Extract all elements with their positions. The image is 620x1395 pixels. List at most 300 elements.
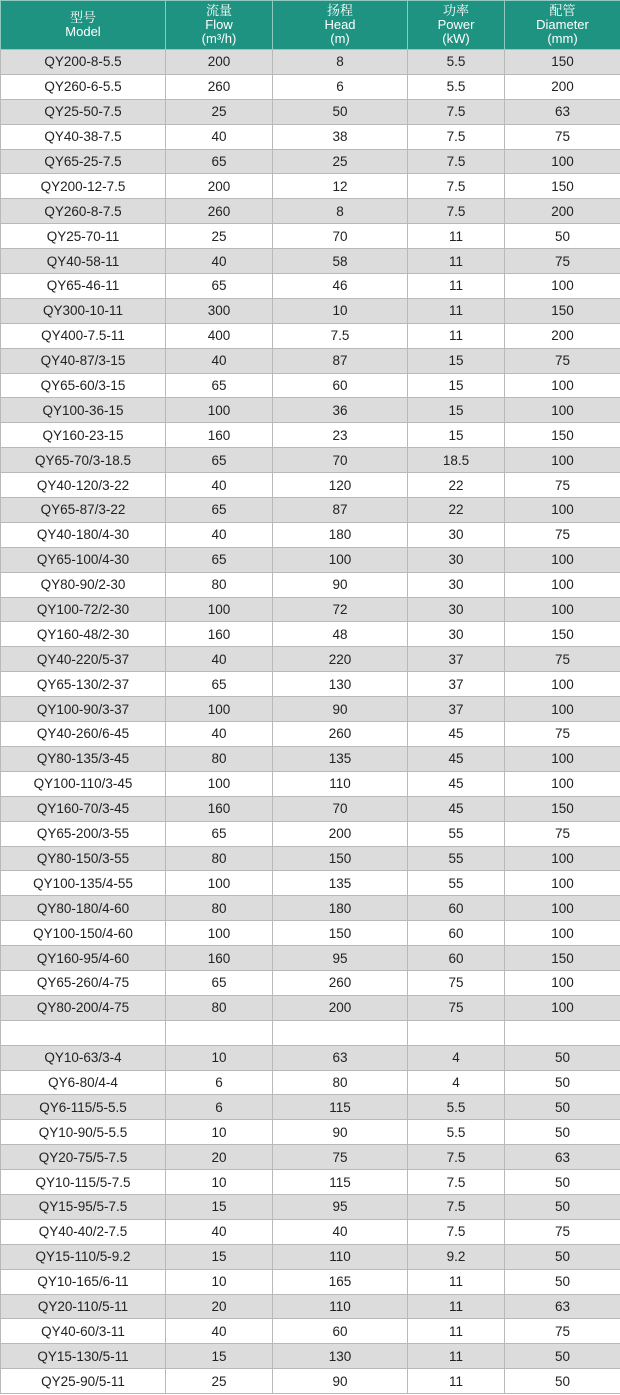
table-row: [1, 1145, 620, 1170]
cell-power: 22: [408, 473, 505, 498]
cell-head: 87: [273, 348, 408, 373]
cell-model: QY100-135/4-55: [1, 871, 166, 896]
cell-flow: 10: [166, 1120, 273, 1145]
header-flow-unit: (m³/h): [201, 31, 237, 46]
cell-head: 200: [273, 821, 408, 846]
cell-diameter: 100: [505, 896, 620, 921]
header-power: [408, 1, 505, 50]
table-row: [1, 622, 620, 647]
cell-model: QY65-87/3-22: [1, 498, 166, 523]
table-row: [1, 348, 620, 373]
cell-diameter: 50: [505, 1095, 620, 1120]
cell-power: 22: [408, 498, 505, 523]
header-power-en: Power: [437, 17, 475, 32]
table-row: [1, 323, 620, 348]
table-row: [1, 1269, 620, 1294]
table-row: [1, 1045, 620, 1070]
cell-diameter: 75: [505, 348, 620, 373]
header-power-unit: (kW): [442, 31, 470, 46]
cell-flow: 200: [166, 50, 273, 75]
cell-flow: 40: [166, 522, 273, 547]
table-row: [1, 448, 620, 473]
cell-model: QY100-110/3-45: [1, 771, 166, 796]
cell-flow: 40: [166, 348, 273, 373]
cell-flow: 260: [166, 74, 273, 99]
cell-head: 60: [273, 373, 408, 398]
cell-model: QY260-6-5.5: [1, 74, 166, 99]
table-row: [1, 946, 620, 971]
cell-diameter: 50: [505, 1170, 620, 1195]
cell-diameter: 100: [505, 498, 620, 523]
table-row: [1, 50, 620, 75]
cell-head: 70: [273, 796, 408, 821]
cell-diameter: 150: [505, 174, 620, 199]
cell-head: 90: [273, 1120, 408, 1145]
cell-power: 11: [408, 224, 505, 249]
cell-diameter: 63: [505, 99, 620, 124]
cell-flow: 40: [166, 1319, 273, 1344]
cell-diameter: 75: [505, 821, 620, 846]
table-row: [1, 970, 620, 995]
cell-head: 220: [273, 647, 408, 672]
cell-diameter: 150: [505, 622, 620, 647]
header-flow: [166, 1, 273, 50]
table-row: [1, 199, 620, 224]
cell-head: 150: [273, 846, 408, 871]
cell-head: 95: [273, 946, 408, 971]
header-row: [1, 1, 620, 50]
table-row: [1, 1120, 620, 1145]
cell-power: 60: [408, 896, 505, 921]
cell-head: 48: [273, 622, 408, 647]
cell-power: 37: [408, 672, 505, 697]
cell-diameter: 75: [505, 1219, 620, 1244]
cell-model: QY260-8-7.5: [1, 199, 166, 224]
cell-power: 30: [408, 597, 505, 622]
cell-flow: 65: [166, 672, 273, 697]
cell-diameter: 100: [505, 672, 620, 697]
cell-head: 72: [273, 597, 408, 622]
cell-head: 70: [273, 224, 408, 249]
cell-flow: 100: [166, 921, 273, 946]
cell-model: QY200-8-5.5: [1, 50, 166, 75]
cell-head: 115: [273, 1095, 408, 1120]
cell-diameter: 150: [505, 50, 620, 75]
table-row: [1, 1194, 620, 1219]
cell-flow: 65: [166, 970, 273, 995]
table-row-separator: [1, 1020, 620, 1045]
header-flow-en: Flow: [205, 17, 233, 32]
cell-model: QY40-120/3-22: [1, 473, 166, 498]
cell-model: QY20-75/5-7.5: [1, 1145, 166, 1170]
cell-head: 25: [273, 149, 408, 174]
cell-flow: 100: [166, 697, 273, 722]
header-flow-cn: 流量: [205, 3, 232, 18]
cell-diameter: 63: [505, 1145, 620, 1170]
cell-power: 60: [408, 946, 505, 971]
cell-head: 90: [273, 1369, 408, 1394]
header-head: [273, 1, 408, 50]
cell-model: QY15-110/5-9.2: [1, 1244, 166, 1269]
cell-diameter: 50: [505, 1344, 620, 1369]
cell-head: 70: [273, 448, 408, 473]
table-row: [1, 921, 620, 946]
table-row: [1, 498, 620, 523]
table-row: [1, 99, 620, 124]
header-model-en: Model: [65, 24, 101, 39]
cell-diameter: 150: [505, 796, 620, 821]
cell-diameter: 75: [505, 249, 620, 274]
cell-flow: 65: [166, 448, 273, 473]
cell-flow: 6: [166, 1095, 273, 1120]
cell-power: 11: [408, 1294, 505, 1319]
table-row: [1, 124, 620, 149]
cell-model: QY80-150/3-55: [1, 846, 166, 871]
cell-model: QY40-60/3-11: [1, 1319, 166, 1344]
cell-head: 90: [273, 572, 408, 597]
cell-model: QY80-180/4-60: [1, 896, 166, 921]
cell-diameter: 200: [505, 323, 620, 348]
cell-model: QY160-23-15: [1, 423, 166, 448]
cell-flow: 100: [166, 871, 273, 896]
cell-head: 75: [273, 1145, 408, 1170]
header-head-cn: 扬程: [326, 3, 353, 18]
cell-flow: 300: [166, 298, 273, 323]
header-power-cn: 功率: [442, 3, 469, 18]
cell-model: QY10-165/6-11: [1, 1269, 166, 1294]
table-row: [1, 423, 620, 448]
cell-diameter: 200: [505, 199, 620, 224]
table-row: [1, 722, 620, 747]
cell-power: 5.5: [408, 1120, 505, 1145]
cell-head: 135: [273, 871, 408, 896]
cell-model: QY25-90/5-11: [1, 1369, 166, 1394]
table-row: [1, 1095, 620, 1120]
cell-diameter: 100: [505, 697, 620, 722]
cell-head: 80: [273, 1070, 408, 1095]
cell-head: 130: [273, 1344, 408, 1369]
cell-flow: 160: [166, 423, 273, 448]
cell-power: [408, 1020, 505, 1045]
cell-model: QY100-90/3-37: [1, 697, 166, 722]
cell-diameter: 50: [505, 1369, 620, 1394]
cell-power: 11: [408, 249, 505, 274]
cell-flow: 40: [166, 124, 273, 149]
cell-model: QY160-70/3-45: [1, 796, 166, 821]
cell-flow: 65: [166, 547, 273, 572]
table-row: [1, 995, 620, 1020]
cell-flow: 25: [166, 224, 273, 249]
cell-diameter: 75: [505, 473, 620, 498]
table-row: [1, 174, 620, 199]
header-diameter-unit: (mm): [547, 31, 578, 46]
cell-flow: 40: [166, 249, 273, 274]
table-row: [1, 373, 620, 398]
cell-flow: 10: [166, 1269, 273, 1294]
cell-power: 55: [408, 821, 505, 846]
cell-head: 110: [273, 1294, 408, 1319]
cell-model: QY300-10-11: [1, 298, 166, 323]
cell-diameter: 75: [505, 722, 620, 747]
cell-diameter: 100: [505, 995, 620, 1020]
cell-power: 15: [408, 423, 505, 448]
cell-head: 260: [273, 722, 408, 747]
cell-head: 50: [273, 99, 408, 124]
cell-diameter: 150: [505, 423, 620, 448]
cell-diameter: 100: [505, 274, 620, 299]
table-row: [1, 871, 620, 896]
cell-diameter: 50: [505, 1070, 620, 1095]
cell-diameter: 200: [505, 74, 620, 99]
cell-power: 45: [408, 722, 505, 747]
cell-power: 30: [408, 547, 505, 572]
cell-power: 37: [408, 647, 505, 672]
cell-model: QY40-180/4-30: [1, 522, 166, 547]
cell-head: 8: [273, 50, 408, 75]
cell-power: 75: [408, 970, 505, 995]
cell-model: QY65-46-11: [1, 274, 166, 299]
cell-head: 58: [273, 249, 408, 274]
cell-flow: 65: [166, 373, 273, 398]
cell-head: 23: [273, 423, 408, 448]
cell-diameter: 150: [505, 946, 620, 971]
cell-power: 11: [408, 1344, 505, 1369]
cell-model: QY100-72/2-30: [1, 597, 166, 622]
cell-model: QY25-70-11: [1, 224, 166, 249]
cell-head: 6: [273, 74, 408, 99]
table-row: [1, 1219, 620, 1244]
cell-power: 15: [408, 373, 505, 398]
cell-flow: 80: [166, 995, 273, 1020]
cell-model: QY65-200/3-55: [1, 821, 166, 846]
cell-model: QY40-87/3-15: [1, 348, 166, 373]
cell-power: 30: [408, 522, 505, 547]
cell-power: 5.5: [408, 50, 505, 75]
cell-diameter: 100: [505, 970, 620, 995]
cell-head: 130: [273, 672, 408, 697]
cell-flow: 15: [166, 1194, 273, 1219]
cell-diameter: 100: [505, 373, 620, 398]
cell-flow: 100: [166, 398, 273, 423]
cell-flow: 10: [166, 1170, 273, 1195]
cell-flow: 400: [166, 323, 273, 348]
cell-power: 60: [408, 921, 505, 946]
cell-diameter: 100: [505, 572, 620, 597]
cell-flow: 25: [166, 99, 273, 124]
cell-model: QY100-150/4-60: [1, 921, 166, 946]
cell-model: [1, 1020, 166, 1045]
cell-power: 7.5: [408, 1219, 505, 1244]
cell-head: 10: [273, 298, 408, 323]
cell-diameter: 100: [505, 921, 620, 946]
table-header: [1, 1, 620, 50]
cell-flow: 15: [166, 1344, 273, 1369]
header-model: [1, 1, 166, 50]
cell-diameter: 50: [505, 1045, 620, 1070]
cell-model: QY6-80/4-4: [1, 1070, 166, 1095]
cell-head: 87: [273, 498, 408, 523]
cell-head: 7.5: [273, 323, 408, 348]
cell-model: QY65-100/4-30: [1, 547, 166, 572]
cell-model: QY40-38-7.5: [1, 124, 166, 149]
table-row: [1, 1319, 620, 1344]
cell-power: 75: [408, 995, 505, 1020]
table-row: [1, 274, 620, 299]
cell-model: QY80-200/4-75: [1, 995, 166, 1020]
cell-diameter: 50: [505, 224, 620, 249]
cell-diameter: 50: [505, 1194, 620, 1219]
cell-power: 30: [408, 572, 505, 597]
cell-head: 120: [273, 473, 408, 498]
cell-power: 7.5: [408, 149, 505, 174]
cell-head: 110: [273, 1244, 408, 1269]
cell-flow: 200: [166, 174, 273, 199]
cell-diameter: 50: [505, 1244, 620, 1269]
cell-flow: 260: [166, 199, 273, 224]
cell-power: 7.5: [408, 1194, 505, 1219]
table-row: [1, 597, 620, 622]
cell-diameter: 100: [505, 149, 620, 174]
table-row: [1, 846, 620, 871]
cell-power: 4: [408, 1045, 505, 1070]
cell-flow: 65: [166, 821, 273, 846]
cell-model: QY15-95/5-7.5: [1, 1194, 166, 1219]
cell-power: 37: [408, 697, 505, 722]
cell-model: QY15-130/5-11: [1, 1344, 166, 1369]
cell-diameter: 75: [505, 647, 620, 672]
cell-power: 55: [408, 871, 505, 896]
cell-head: 8: [273, 199, 408, 224]
table-row: [1, 697, 620, 722]
cell-head: 260: [273, 970, 408, 995]
cell-model: QY10-63/3-4: [1, 1045, 166, 1070]
cell-model: QY200-12-7.5: [1, 174, 166, 199]
cell-flow: 65: [166, 498, 273, 523]
cell-head: 90: [273, 697, 408, 722]
cell-flow: 10: [166, 1045, 273, 1070]
cell-head: 150: [273, 921, 408, 946]
cell-power: 11: [408, 1269, 505, 1294]
cell-flow: 40: [166, 473, 273, 498]
cell-flow: 6: [166, 1070, 273, 1095]
cell-head: 46: [273, 274, 408, 299]
cell-head: 40: [273, 1219, 408, 1244]
header-diameter-en: Diameter: [536, 17, 589, 32]
cell-model: QY160-48/2-30: [1, 622, 166, 647]
table-row: [1, 796, 620, 821]
cell-flow: 20: [166, 1145, 273, 1170]
cell-model: QY65-260/4-75: [1, 970, 166, 995]
cell-diameter: 75: [505, 522, 620, 547]
cell-diameter: 75: [505, 124, 620, 149]
cell-head: 200: [273, 995, 408, 1020]
table-row: [1, 1344, 620, 1369]
cell-model: QY10-90/5-5.5: [1, 1120, 166, 1145]
table-row: [1, 149, 620, 174]
cell-power: 45: [408, 746, 505, 771]
cell-model: QY160-95/4-60: [1, 946, 166, 971]
cell-power: 11: [408, 323, 505, 348]
cell-power: 7.5: [408, 1145, 505, 1170]
table-row: [1, 1294, 620, 1319]
cell-head: 110: [273, 771, 408, 796]
cell-flow: 40: [166, 722, 273, 747]
table-row: [1, 771, 620, 796]
cell-model: QY40-58-11: [1, 249, 166, 274]
cell-flow: 80: [166, 746, 273, 771]
table-row: [1, 224, 620, 249]
cell-flow: 25: [166, 1369, 273, 1394]
table-row: [1, 74, 620, 99]
cell-model: QY65-130/2-37: [1, 672, 166, 697]
cell-diameter: 100: [505, 398, 620, 423]
cell-diameter: 100: [505, 547, 620, 572]
cell-power: 7.5: [408, 124, 505, 149]
cell-diameter: 150: [505, 298, 620, 323]
cell-head: 38: [273, 124, 408, 149]
cell-model: QY80-135/3-45: [1, 746, 166, 771]
cell-head: 165: [273, 1269, 408, 1294]
cell-head: 115: [273, 1170, 408, 1195]
cell-power: 45: [408, 796, 505, 821]
cell-head: [273, 1020, 408, 1045]
cell-power: 9.2: [408, 1244, 505, 1269]
cell-model: QY65-25-7.5: [1, 149, 166, 174]
cell-model: QY100-36-15: [1, 398, 166, 423]
cell-head: 180: [273, 896, 408, 921]
cell-head: 63: [273, 1045, 408, 1070]
cell-power: 7.5: [408, 199, 505, 224]
cell-power: 30: [408, 622, 505, 647]
cell-power: 7.5: [408, 1170, 505, 1195]
cell-flow: 80: [166, 572, 273, 597]
cell-head: 95: [273, 1194, 408, 1219]
cell-flow: 40: [166, 647, 273, 672]
table-row: [1, 249, 620, 274]
cell-flow: 20: [166, 1294, 273, 1319]
cell-power: 45: [408, 771, 505, 796]
cell-flow: 80: [166, 896, 273, 921]
cell-power: 18.5: [408, 448, 505, 473]
cell-model: QY80-90/2-30: [1, 572, 166, 597]
cell-diameter: 100: [505, 597, 620, 622]
cell-flow: 15: [166, 1244, 273, 1269]
cell-head: 36: [273, 398, 408, 423]
table-row: [1, 1244, 620, 1269]
cell-model: QY10-115/5-7.5: [1, 1170, 166, 1195]
cell-diameter: 100: [505, 448, 620, 473]
cell-diameter: 100: [505, 846, 620, 871]
cell-flow: 65: [166, 274, 273, 299]
cell-model: QY20-110/5-11: [1, 1294, 166, 1319]
cell-diameter: [505, 1020, 620, 1045]
cell-diameter: 50: [505, 1120, 620, 1145]
cell-head: 135: [273, 746, 408, 771]
header-model-cn: 型号: [69, 10, 96, 25]
cell-power: 15: [408, 348, 505, 373]
cell-flow: [166, 1020, 273, 1045]
table-row: [1, 473, 620, 498]
cell-diameter: 100: [505, 746, 620, 771]
cell-diameter: 63: [505, 1294, 620, 1319]
cell-diameter: 100: [505, 871, 620, 896]
table-row: [1, 1170, 620, 1195]
table-row: [1, 896, 620, 921]
cell-power: 15: [408, 398, 505, 423]
table-row: [1, 547, 620, 572]
cell-power: 5.5: [408, 1095, 505, 1120]
table-row: [1, 398, 620, 423]
